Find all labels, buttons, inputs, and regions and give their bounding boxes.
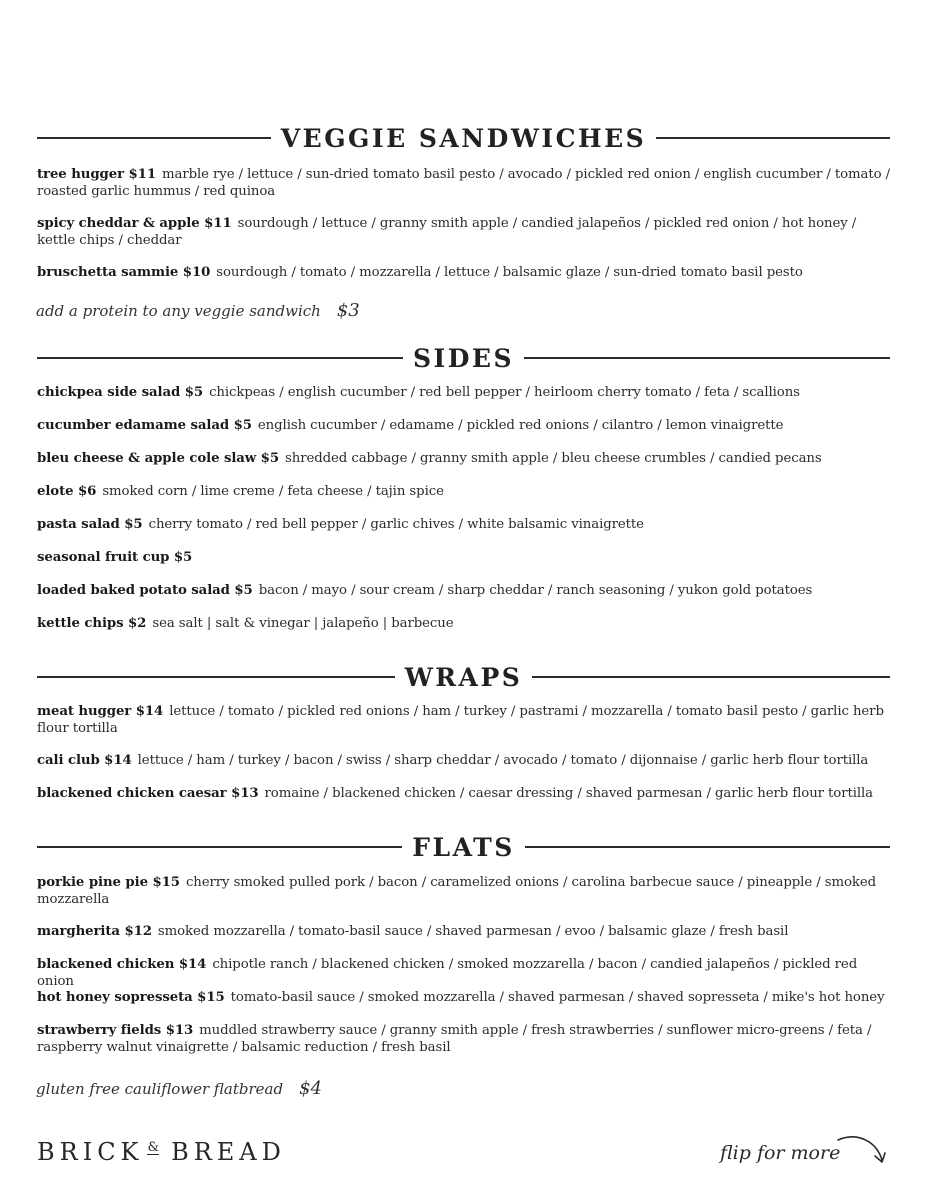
- flip-text: flip for more: [720, 1142, 841, 1164]
- item-name: hot honey sopresseta $15: [37, 990, 225, 1005]
- section-title: SIDES: [412, 343, 515, 373]
- item-name: blackened chicken caesar $13: [37, 786, 259, 801]
- item-description: bacon / mayo / sour cream / sharp cheddar / ranch seasoning / yukon gold potatoes: [258, 583, 813, 598]
- section-title: VEGGIE SANDWICHES: [280, 123, 647, 153]
- section-title: FLATS: [412, 832, 515, 862]
- item-name: bruschetta sammie $10: [37, 265, 211, 280]
- protein-addon-note: [36, 300, 360, 321]
- item-name: meat hugger $14: [37, 704, 164, 719]
- item-name: bleu cheese & apple cole slaw $5: [37, 451, 279, 466]
- item-description: smoked corn / lime creme / feta cheese / tajin spice: [102, 484, 444, 499]
- item-name: pasta salad $5: [37, 517, 143, 532]
- brand-word-brick: BRICK: [37, 1138, 144, 1166]
- divider-line: [656, 137, 890, 139]
- item-name: chickpea side salad $5: [37, 385, 204, 400]
- item-name: seasonal fruit cup $5: [37, 550, 193, 565]
- brand-ampersand: &: [147, 1140, 160, 1155]
- item-description: cherry tomato / red bell pepper / garlic chives / white balsamic vinaigrette: [148, 517, 644, 532]
- curved-arrow-icon: [820, 1134, 890, 1170]
- note-price: $3: [336, 300, 360, 321]
- menu-item: [37, 418, 897, 435]
- note-text: add a protein to any veggie sandwich: [36, 302, 321, 320]
- divider-line: [37, 846, 402, 848]
- note-text: gluten free cauliflower flatbread: [36, 1080, 284, 1098]
- divider-line: [532, 676, 890, 678]
- section-header-sides: [37, 340, 890, 376]
- item-description: marble rye / lettuce / sun-dried tomato basil pesto / avocado / pickled red onion / english cucumber / tomato / roasted garlic hummus / red quinoa: [37, 167, 891, 199]
- note-price: $4: [299, 1078, 323, 1099]
- menu-item: [37, 786, 897, 803]
- menu-item: [37, 451, 897, 468]
- item-description: muddled strawberry sauce / granny smith apple / fresh strawberries / sunflower micro-greens / feta / raspberry walnut vinaigrette / balsamic reduction / fresh basil: [37, 1023, 872, 1055]
- section-header-flats: [37, 829, 890, 865]
- menu-item: [37, 990, 897, 1007]
- menu-item: [37, 550, 897, 567]
- item-name: elote $6: [37, 484, 97, 499]
- divider-line: [37, 357, 403, 359]
- menu-item: [37, 957, 897, 990]
- menu-item: [37, 1023, 897, 1056]
- item-name: blackened chicken $14: [37, 957, 207, 972]
- item-name: kettle chips $2: [37, 616, 147, 631]
- menu-item: [37, 924, 897, 941]
- menu-item: [37, 517, 897, 534]
- menu-item: [37, 753, 897, 770]
- item-description: cherry smoked pulled pork / bacon / caramelized onions / carolina barbecue sauce / pineapple / smoked mozzarella: [37, 875, 877, 907]
- item-description: romaine / blackened chicken / caesar dressing / shaved parmesan / garlic herb flour tortilla: [264, 786, 873, 801]
- divider-line: [524, 357, 890, 359]
- section-header-wraps: [37, 659, 890, 695]
- menu-item: [37, 385, 897, 402]
- item-description: chipotle ranch / blackened chicken / smoked mozzarella / bacon / candied jalapeños / pickled red onion: [37, 957, 858, 989]
- flip-for-more: [720, 1134, 890, 1174]
- item-description: sea salt | salt & vinegar | jalapeño | barbecue: [152, 616, 454, 631]
- section-title: WRAPS: [404, 662, 523, 692]
- item-name: porkie pine pie $15: [37, 875, 180, 890]
- item-name: cali club $14: [37, 753, 132, 768]
- menu-item: [37, 704, 897, 737]
- brand-logo: [37, 1138, 286, 1166]
- item-description: shredded cabbage / granny smith apple / bleu cheese crumbles / candied pecans: [285, 451, 822, 466]
- item-description: lettuce / ham / turkey / bacon / swiss / sharp cheddar / avocado / tomato / dijonnaise / garlic herb flour tortilla: [137, 753, 869, 768]
- item-description: sourdough / tomato / mozzarella / lettuce / balsamic glaze / sun-dried tomato basil pesto: [216, 265, 803, 280]
- menu-item: [37, 875, 897, 908]
- item-description: lettuce / tomato / pickled red onions / ham / turkey / pastrami / mozzarella / tomato basil pesto / garlic herb flour tortilla: [37, 704, 884, 736]
- section-header-veggie-sandwiches: [37, 120, 890, 156]
- menu-item: [37, 616, 897, 633]
- item-name: margherita $12: [37, 924, 152, 939]
- item-name: spicy cheddar & apple $11: [37, 216, 232, 231]
- item-description: chickpeas / english cucumber / red bell pepper / heirloom cherry tomato / feta / scallions: [209, 385, 800, 400]
- item-name: loaded baked potato salad $5: [37, 583, 253, 598]
- divider-line: [525, 846, 890, 848]
- gluten-free-note: [36, 1078, 322, 1099]
- item-description: smoked mozzarella / tomato-basil sauce / shaved parmesan / evoo / balsamic glaze / fresh basil: [157, 924, 789, 939]
- brand-word-bread: BREAD: [171, 1138, 286, 1166]
- item-description: english cucumber / edamame / pickled red onions / cilantro / lemon vinaigrette: [257, 418, 784, 433]
- item-name: tree hugger $11: [37, 167, 156, 182]
- menu-item: [37, 216, 897, 249]
- menu-item: [37, 583, 897, 600]
- item-description: tomato-basil sauce / smoked mozzarella / shaved parmesan / shaved sopresseta / mike's hot honey: [230, 990, 885, 1005]
- menu-item: [37, 265, 897, 282]
- divider-line: [37, 676, 395, 678]
- item-name: cucumber edamame salad $5: [37, 418, 252, 433]
- item-name: strawberry fields $13: [37, 1023, 194, 1038]
- menu-item: [37, 167, 897, 200]
- item-description: sourdough / lettuce / granny smith apple / candied jalapeños / pickled red onion / hot honey / kettle chips / cheddar: [37, 216, 857, 248]
- menu-item: [37, 484, 897, 501]
- divider-line: [37, 137, 271, 139]
